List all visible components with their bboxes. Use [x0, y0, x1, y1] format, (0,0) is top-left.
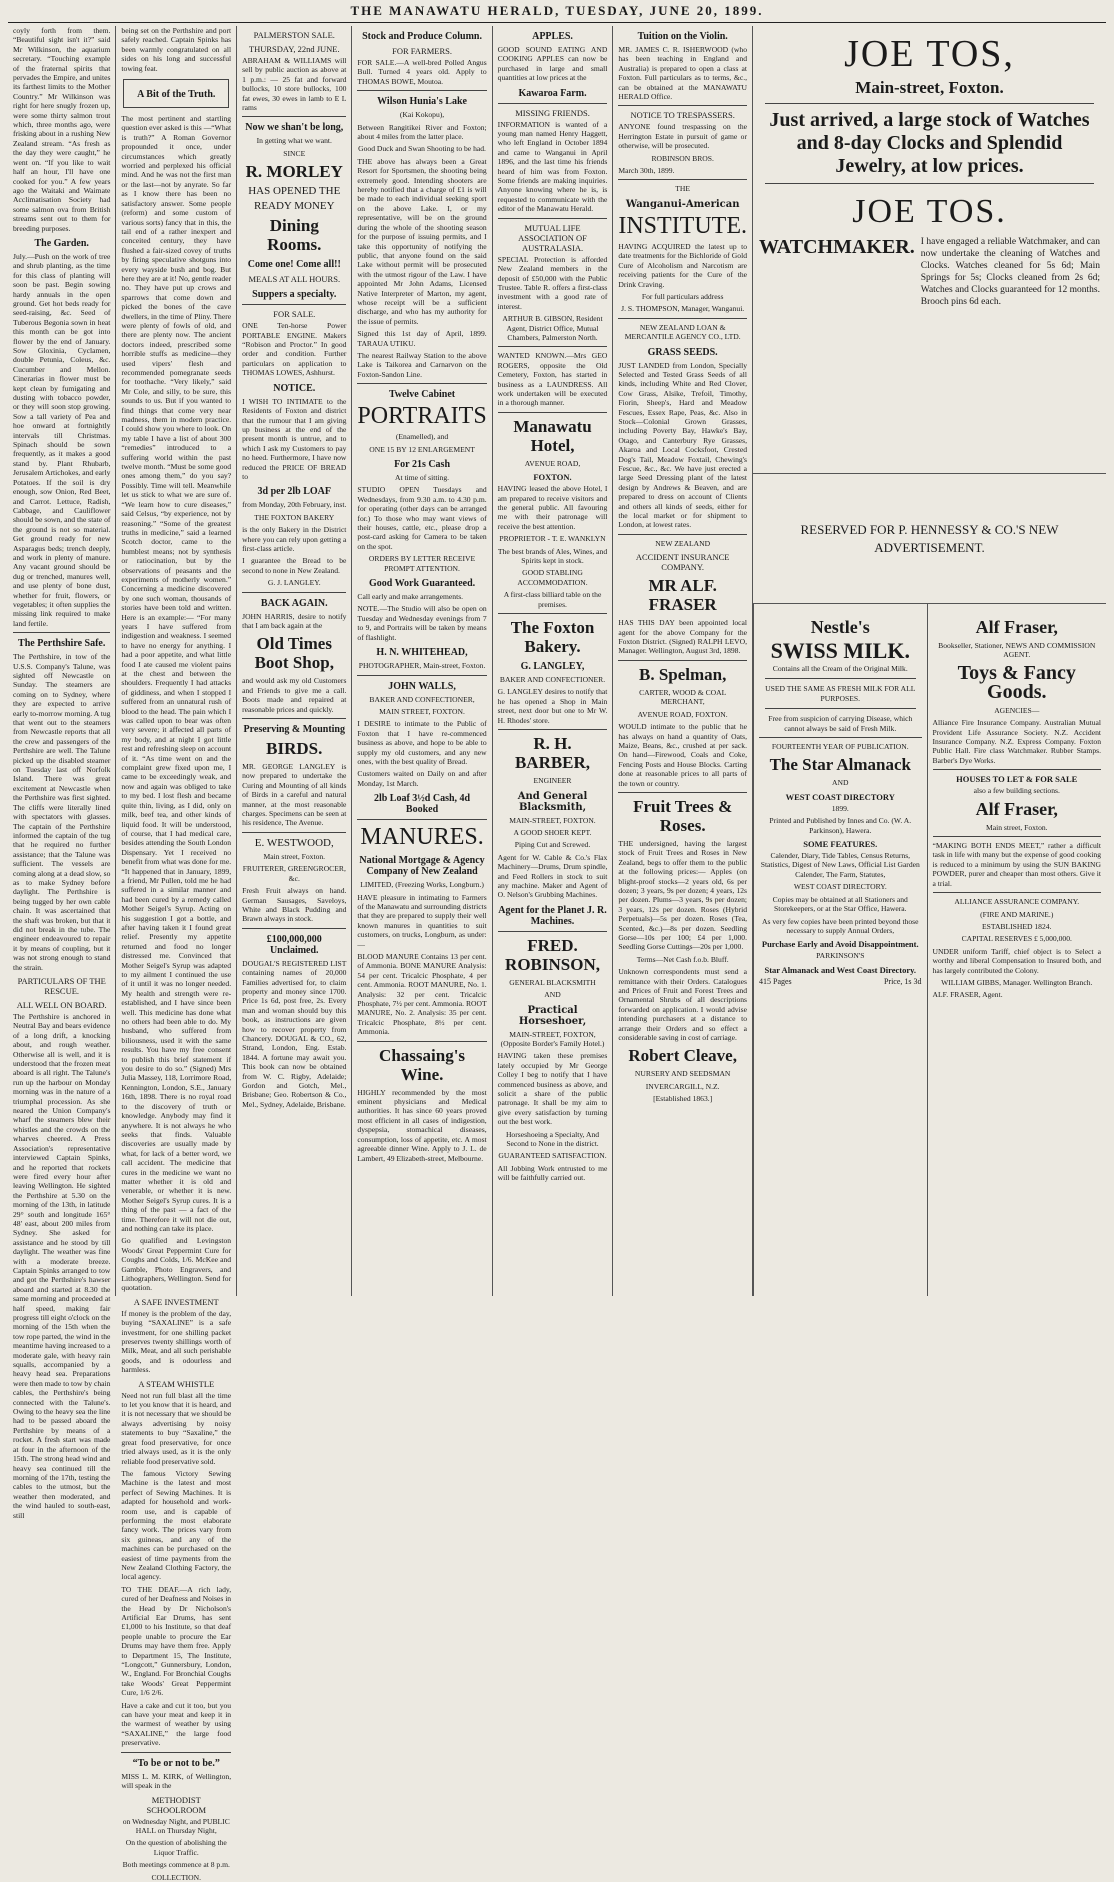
manures-analysis: BLOOD MANURE Contains 13 per cent. of Ammonia. BONE MANURE Analysis: 54 per cent. Tricalcic Phosphate, 4 per cent. Ammonia. ROOT MANURE, No. 1. Analysis: 32 per cent. Tricalcic Phosphate, 7½ per cent. Ammonia. ROOT MANURE, No. 2. Analysis: 35 per cent. Tricalcic Phosphate, 8½ per cent. Ammonia.	[357, 952, 487, 1037]
truth-box	[123, 79, 229, 108]
morley-name: R. MORLEY	[245, 162, 343, 182]
divider	[498, 346, 608, 347]
divider	[759, 737, 922, 738]
joe-tos-street: Main-street, Foxton.	[855, 78, 1004, 97]
studio-note: NOTE.—The Studio will also be open on Tuesday and Wednesday evenings from 7 to 9, and Portraits will be taken by means of flashlight.	[357, 604, 487, 642]
pages-count: 415 Pages	[759, 976, 792, 986]
bookseller-text: Bookseller, Stationer, NEWS AND COMMISSION AGENT.	[938, 641, 1096, 660]
preserving-heading: Preserving & Mounting	[243, 724, 345, 736]
divider	[498, 729, 608, 730]
peppermint-notice: Go qualified and Levingston Woods' Great Peppermint Cure for Coughs and Colds, 1/6. McKee and Gamble, Photo Engravers, and Lithographers, Wellington. Send for quotation.	[121, 1236, 232, 1293]
alf-fraser-heading-2: Alf Fraser,	[975, 798, 1058, 819]
watchmaker-heading: WATCHMAKER.	[759, 236, 915, 258]
unclaimed-heading: £100,000,000 Unclaimed.	[266, 933, 322, 956]
kirk-text: MISS L. M. KIRK, of Wellington, will speak in the	[121, 1771, 232, 1791]
back-again-text: JOHN HARRIS, desire to notify that I am back again at the	[242, 611, 347, 630]
horseshoeing-specialty: Horseshoeing a Specialty, And Second to None in the district.	[505, 1129, 600, 1149]
columns	[8, 26, 1106, 1882]
foxton-bakery: The Foxton Bakery.	[510, 618, 595, 657]
studio-text: STUDIO OPEN Tuesdays and Wednesdays, from 9.30 a.m. to 4.30 p.m. for operating (other days can be arranged for.) To those who may want views of their houses, cattle, etc., please drop a post-card asking for Camera to be taken on the spot.	[357, 485, 487, 551]
steam-whistle-text: Need not run full blast all the time to let you know that it is heard, and it is not necessary that we should be always advertising by noisy statements to buy “Saxaline,” the great food preservative, for once tried always used, as it is the only reliable food preservative sold.	[121, 1390, 232, 1466]
missing-text: INFORMATION is wanted of a young man named Henry Haggett, who left England in October 1894 and came to Wanganui in April 1896, and the last time his friends heard of him was from Foxton. Some friends are making inquiries. Anyone knowing where he is, is requested to communicate with the editor of the Manawatu Herald.	[497, 119, 608, 214]
hotel-proprietor: PROPRIETOR - T. E. WANKLYN	[499, 534, 606, 544]
alliance-established: ESTABLISHED 1824.	[982, 921, 1052, 931]
langley-signature: G. J. LANGLEY.	[267, 578, 321, 588]
jobbing-work: All Jobbing Work entrusted to me will be faithfully carried out.	[497, 1163, 608, 1183]
the-text: THE	[675, 184, 691, 194]
engine-text: ONE Ten-horse Power PORTABLE ENGINE. Makers “Robison and Proctor.” In good order and condition. Further particulars on application to THOMAS LOWES, Ashhurst.	[242, 321, 347, 378]
saxaline-notice: Have a cake and cut it too, but you can have your meat and keep it in the warmest of weather by using “SAXALINE,” the large food preservative.	[121, 1700, 232, 1748]
manures-heading: MANURES.	[360, 824, 484, 851]
apples-heading: APPLES.	[532, 31, 573, 42]
trespass-text: ANYONE found trespassing on the Herrington Estate in pursuit of game or otherwise, will be prosecuted.	[618, 122, 747, 151]
agencies-list: Alliance Fire Insurance Company. Australian Mutual Provident Life Assurance Society. N.Z. Accident Insurance Company. N.Z. Express Company. Foxton Public Hall. Fire class Watchmaker. Rubber Stamps. Barber's Dye Works.	[932, 718, 1101, 765]
fruit-terms: Terms—Net Cash f.o.b. Bluff.	[636, 954, 729, 964]
joe-tos-heading-2: JOE TOS.	[852, 193, 1007, 230]
divider	[121, 1752, 231, 1753]
trespass-date: March 30th, 1899.	[618, 166, 675, 176]
whitehead-name: H. N. WHITEHEAD,	[376, 647, 468, 659]
wilson-heading: Wilson Hunia's Lake	[377, 96, 467, 108]
rescue-heading: PARTICULARS OF THE RESCUE.	[17, 976, 106, 996]
spelman-address: AVENUE ROAD, FOXTON.	[637, 709, 728, 719]
birds-heading: BIRDS.	[266, 739, 323, 759]
piping: Piping Cut and Screwed.	[514, 840, 591, 850]
perthshire-article: The Perthshire, in tow of the U.S.S. Company's Talune, was sighted off Newcastle on Sunday. The steamers are coming on to Sydney, where they are expected to arrive early to-morrow morning. A tug that went out to the steamers from Newcastle reports that all the crew and passengers of the Perthshire are well. The Talune picked up the disabled steamer on Tuesday last off Norfolk Island. There was great excitement at Newcastle when the Perthshire was first sighted. The cliffs were literally lined with spectators with glasses. The captain of the Perthshire informed the captain of the tug that he required no further assistance; that the Talune was sufficient. The vessels are coming along at a dead slow, so as to make Sydney before daylight. The Perthshire is being tugged by her own cable chain. It was ascertained that the shaft was broken, but that it did not break in the tube. The engineer endeavoured to repair it by means of coupling, but it was not strong enough to stand the strain.	[13, 652, 111, 972]
photographer: PHOTOGRAPHER, Main-street, Foxton.	[358, 661, 486, 671]
divider	[618, 105, 747, 106]
nestle-free: Free from suspicion of carrying Disease, which cannot always be said of Fresh Milk.	[768, 714, 913, 733]
westwood-street: Main street, Foxton.	[263, 851, 326, 861]
chassaing-heading: Chassaing's Wine.	[379, 1045, 466, 1084]
column-6	[613, 26, 753, 1296]
houses-heading: HOUSES TO LET & FOR SALE	[956, 774, 1078, 785]
liquor-question: On the question of abolishing the Liquor Traffic.	[125, 1838, 227, 1857]
truth-heading: A Bit of the Truth.	[137, 89, 216, 101]
directory-heading: WEST COAST DIRECTORY.	[793, 882, 887, 892]
barber-street: MAIN-STREET, FOXTON.	[509, 815, 596, 825]
salmon-article: coyly forth from them. “Beautiful sight isn't it?” said Mr Wilkinson, the aquarium secretary. “Touching example of the fraternal spirits that pervades the Empire, and unites its farthest limits to the Mother Country.” Mr Wilkinson was right for here snugly frozen up, were some thirty salmon trout which, three months ago, were frisking about in a rushing New Zealand stream. “As fresh as the day they were caught,” he went on. “If you like to wait half an hour, I'll have one cooked for you.” A few years ago the Waitaki and Waimate Acclimatisation Society had some salmon ova from British streams sent out to them for breeding purposes.	[13, 26, 111, 233]
joe-tos-heading: JOE TOS,	[844, 33, 1015, 75]
westwood-name: E. WESTWOOD,	[254, 836, 334, 849]
and-text: AND	[544, 990, 561, 1000]
old-times-boot-shop: Old Times Boot Shop,	[254, 634, 334, 673]
masthead: THE MANAWATU HERALD, TUESDAY, JUNE 20, 1899.	[8, 0, 1106, 23]
and-text: AND	[832, 778, 849, 788]
divider	[242, 718, 346, 719]
methodist-schoolroom: METHODIST SCHOOLROOM	[146, 1794, 207, 1815]
column-1	[8, 26, 116, 1520]
thompson-signature: J. S. THOMPSON, Manager, Wanganui.	[621, 304, 745, 314]
divider	[242, 592, 346, 593]
features-heading: SOME FEATURES.	[803, 839, 878, 850]
price-row	[759, 977, 922, 986]
deaf-notice: TO THE DEAF.—A rich lady, cured of her Deafness and Noises in the Head by Dr Nicholson's Artificial Ear Drums, has sent £1,000 to his Institute, so that deaf people unable to procure the Ear Drums may have them free. Apply to Department 15, The Institute, “Longcott,” Gunnersbury, London, W., England. For Bronchial Coughs take Woods' Great Peppermint Cure, 1/6 2/6.	[121, 1584, 232, 1698]
fourteenth-year: FOURTEENTH YEAR OF PUBLICATION.	[771, 742, 909, 752]
star-almanack-heading: The Star Almanack	[769, 755, 911, 775]
divider	[242, 304, 346, 305]
divider	[765, 103, 1094, 104]
palmerston-sale-text: ABRAHAM & WILLIAMS will sell by public auction as above at 1 p.m.: — 25 fat and forward bullocks, 10 store bullocks, 100 fat ewes, 30 ewes in lamb to E L rams	[242, 56, 347, 113]
truth-article: The most pertinent and startling question ever asked is this —“What is truth?” A Roman Governor propounded it once, under circumstances which greatly worried and perplexed his official mind. And he was not the first man or the last—not by anyrate. So far as I know there has been no satisfactory answer. Some people (reform) and some custom of various sorts) fancy that in this, the tail end of a rather inexpert and conceited century, they have flushed a fair-sized covey of truths by firing speculative shotguns into every wayside bush and bog. But here they are at it! No, gentle reader no. They have put up crows and sparrows that come down and picked the bones of the cave dwellers, in the time of Pliny. There were plenty of fowls of old, and there are plenty now. The ancient doctors indeed, prescribed some horrible stuffs as medicine—they used vipers' flesh and recommended pomegranate seeds for toothache. “Very likely,” said Mr Cole, and silly, to be sure, this sounds to us. But if you wanted to find things that come very near madness, them in modern practice. I could show you where to look. On my table I have a list of about 300 “remedies” introduced to a suffering world within the past twelve month. “Must be some good ones among them,” do you say? Possibly. Time will tell. Meanwhile let us stick to what we are sure of. “We learn how to cure diseases,” said Celsus, “by experience, not by reasoning.” “Some of the greatest truths in medicine,” said a learned Scotch doctor, came to the humblest means; not by synthesis or ratiocination, but by the observations of peasants and the experiments of motherly women.” Concerning a medicine discovered by one such woman, thousands of stories have been told and written. Here is an example:— “For many years I have suffered from indigestion and weakness. I seemed to have no energy for anything. I had a poor appetite, and what little food I ate caused me violent pains at the chest and between the shoulders. Frequently I had attacks of giddiness, and when I stopped I suffered from an unnatural rush of blood to the head. The pain which I was called upon to bear was often very severe; it affected all parts of my body, and at night I got little rest and refreshing sleep on account of it. “As time went on and the complaint grew fixed upon me, I came to be exceedingly weak, and now and again was obliged to take to my bed. I lost flesh and became quite thin, living, as I did, only on milk, beef tea, and other kinds of liquid food. It will be understood, of course, that I had medical care, besides attending the South London Dispensary. Yet I received no benefit from what was done for me. “It happened that in January, 1899, a friend, Mr Pullen, told me he had suffered in a similar manner and had been cured by a remedy called Mother Seigel's Syrup. Acting on his suggestion I got a bottle, and after having taken it I found great relief. Presently my appetite returned and food no longer distressed me. Convinced that Mother Seigel's Syrup was adapted to my ailment I continued the use of it until it was no longer needed. My health and strength were re-established, and I have since been well. This medicine has done what no others had been able to do. My husband, who suffered from biliousness, used it with the same results. You have my free consent to publish this brief statement if you desire to do so.” (Signed) Mrs Julia Massey, 118, Lorrimore Road, Kennington, London, S.E., January 16th, 1898. There is no royal road to the discovery of truth or knowledge. Anybody may find it anywhere. It is not always he who seeks that finds. Valuable discoveries are usually made by what, for lack of a better word, we call accident. The medicine that cures in the medicine we want no matter whether it is old and venerable, or whether it is new. Mother Seigel's Syrup cures. It is a thing of the past — a fact of the time. Therefore it will not die out, and nothing can take its place.	[121, 114, 232, 1233]
hotel-foxton: FOXTON.	[533, 472, 572, 483]
reserved-box	[753, 474, 1106, 604]
just-arrived: Just arrived, a large stock of Watches and 8-day Clocks and Splendid Jewelry, at low prices.	[769, 109, 1090, 177]
missing-heading: MISSING FRIENDS.	[515, 107, 590, 118]
fruit-terms-text: Unknown correspondents must send a remittance with their Orders. Catalogues and Prices of Fruit and Forest Trees and Ornamental Shrubs of all descriptions forwarded on application. I would advise intending purchasers at a distance to arrange their Orders and so effect a considerable saving in cost of carriage.	[618, 967, 747, 1043]
divider	[357, 819, 486, 820]
barber-blacksmith: And General Blacksmith,	[517, 790, 588, 813]
cleave-established: [Established 1863.]	[653, 1094, 713, 1104]
cash-price: For 21s Cash	[394, 459, 451, 470]
divider	[618, 318, 747, 319]
purchase-early: Purchase Early and Avoid Disappointment.	[761, 939, 919, 950]
collection: COLLECTION.	[151, 1872, 202, 1882]
opened-text: HAS OPENED THE	[248, 185, 341, 198]
wilson-route: The nearest Railway Station to the above Lake is Taikorea and Carnarvon on the Foxton-Sandon Line.	[357, 350, 487, 379]
divider	[498, 613, 608, 614]
watchmaker-block	[759, 236, 1100, 311]
divider	[242, 832, 346, 833]
nestle-heading: Nestle's	[810, 617, 870, 637]
almanack-year: 1899.	[831, 803, 849, 813]
guarantee-text: I guarantee the Bread to be second to none in New Zealand.	[242, 556, 347, 575]
confectioner: BAKER AND CONFECTIONER.	[499, 675, 606, 685]
column-5	[493, 26, 614, 1296]
arrangements: Call early and make arrangements.	[357, 592, 464, 602]
nurseryman: NURSERY AND SEEDSMAN	[634, 1069, 731, 1079]
forsale-heading: FOR SALE.	[273, 309, 316, 320]
divider	[357, 1041, 486, 1042]
divider	[242, 116, 346, 117]
divider	[498, 412, 608, 413]
features-text: Calender, Diary, Tide Tables, Census Returns, Statistics, Digest of New Laws, Official List Garden Calender, The Farm, Statutes,	[760, 851, 920, 879]
apples-text: GOOD SOUND EATING AND COOKING APPLES can now be purchased in large and small quantities at low prices at the	[497, 45, 608, 83]
long-sub: In getting what we want.	[256, 136, 332, 146]
almanack-printed: Printed and Published by Innes and Co. (W. A. Parkinson), Hawera.	[769, 816, 912, 835]
safe-investment-heading: A SAFE INVESTMENT	[133, 1296, 219, 1307]
wanganui-american: Wanganui-American	[625, 198, 740, 210]
nestle-used: USED THE SAME AS FRESH MILK FOR ALL PURPOSES.	[765, 684, 916, 703]
general-blacksmith: GENERAL BLACKSMITH	[509, 977, 596, 987]
birds-text: MR. GEORGE LANGLEY is now prepared to undertake the Curing and Mounting of all kinds of Birds in a careful and natural manner, at the most reasonable charges. Specimens can be seen at his residence, The Avenue.	[242, 762, 347, 828]
alf-fraser-address: Main street, Foxton.	[985, 822, 1048, 832]
spelman-text: WOULD intimate to the public that he has always on hand a quantity of Oats, Maize, Beans, &c., crushed at per sack. On hand—Firewood, Coals and Coke, Fencing Posts and House Blocks. Carting done at reasonable prices to all parts of the town or country.	[618, 722, 747, 788]
divider	[933, 769, 1101, 770]
bakery-text: is the only Bakery in the District where you can rely upon getting a first-class article.	[242, 525, 347, 553]
right-section	[753, 26, 1106, 1296]
robinson-bros: ROBINSON BROS.	[651, 153, 714, 163]
divider	[618, 792, 747, 793]
barber-agent-text: Agent for W. Cable & Co.'s Flax Machinery—Drums, Drum spindle, and Feed Rollers in stock to suit any machine. Maker and Agent of O. Nelson's Grubbing Machines.	[497, 852, 608, 900]
tariff-text: UNDER uniform Tariff, chief object is to Select a worthy and liberal Compensation to Insured both, and has largely contributed the Colony.	[932, 946, 1101, 975]
divider	[618, 534, 747, 535]
manures-text: HAVE pleasure in intimating to Farmers of the Manawatu and surrounding districts that they are prepared to supply their well known manures in quantities to suit customers, on trucks, Longburn, as under:—	[357, 892, 487, 949]
robinson-text: HAVING taken these premises lately occupied by Mr George Colley I beg to notify that I have commenced business as above, and solicit a share of the public patronage. It shall be my aim to give every satisfaction by turning out the best work.	[497, 1051, 608, 1127]
sitting-time: At time of sitting.	[395, 473, 450, 482]
rescue-subheading: ALL WELL ON BOARD.	[16, 1000, 107, 1010]
practical-horseshoer: Practical Horseshoer,	[518, 1004, 587, 1027]
wilson-sub: (Kai Kokopu),	[399, 110, 445, 120]
robinson-address: MAIN-STREET, FOXTON, (Opposite Border's Family Hotel.)	[500, 1029, 605, 1048]
barber-name: R. H. BARBER,	[514, 734, 591, 773]
walls-name: JOHN WALLS,	[388, 680, 456, 692]
divider	[765, 708, 916, 709]
national-mortgage-heading: National Mortgage & Agency Company of New Zealand	[359, 855, 485, 878]
dining-rooms: Dining Rooms.	[267, 216, 322, 255]
almanack-price: Price, 1s 3d	[883, 976, 922, 986]
divider	[13, 632, 110, 633]
hotel-ales: The best brands of Ales, Wines, and Spirits kept in stock.	[497, 546, 608, 566]
divider	[498, 218, 608, 219]
walls-text: I DESIRE to intimate to the Public of Foxton that I have re-commenced business as above, and hope to be able to supply my old customers, and any new ones, with the best quality of Bread.	[357, 719, 487, 766]
early-text: As very few copies have been printed beyond those necessary to supply Annual Orders,	[762, 916, 919, 935]
divider	[933, 892, 1101, 893]
customers-text: Customers waited on Daily on and after Monday, 1st March.	[357, 769, 487, 788]
notice-heading: NOTICE.	[273, 382, 316, 394]
loaf-booked: 2lb Loaf 3½d Cash, 4d Booked	[373, 793, 471, 816]
safe-investment-text: If money is the problem of the day, buying “SAXALINE” is a safe investment, for one shilling packet preserves twenty shillings worth of Milk, Meat, and all such perishable goods, and is odourless and harmless.	[121, 1308, 232, 1375]
good-shoer: A GOOD SHOER KEPT.	[513, 827, 592, 837]
hotel-billiard: A first-class billiard table on the premises.	[503, 590, 602, 609]
fruiterer-text: FRUITERER, GREENGROCER, &c.	[242, 864, 346, 883]
divider	[242, 928, 346, 929]
nz-label: NEW ZEALAND	[655, 538, 711, 548]
mutual-heading: MUTUAL LIFE ASSOCIATION OF AUSTRALASIA.	[518, 222, 587, 253]
g-langley: G. LANGLEY,	[520, 661, 585, 673]
cabinet-heading: Twelve Cabinet	[388, 389, 456, 401]
joe-tos-advert	[753, 26, 1106, 474]
trespass-heading: NOTICE TO TRESPASSERS.	[630, 110, 735, 121]
manawatu-hotel: Manawatu Hotel,	[513, 416, 592, 455]
wilson-signed: Signed this 1st day of April, 1899. TARAUA UTIKU.	[357, 329, 487, 348]
divider	[933, 836, 1101, 837]
building-sections: also a few building sections.	[973, 786, 1060, 796]
gibson-signature: ARTHUR B. GIBSON, Resident Agent, District Office, Mutual Chambers, Palmerston North.	[502, 314, 603, 342]
guaranteed-satisfaction: GUARANTEED SATISFACTION.	[498, 1151, 607, 1161]
produce-heading: Stock and Produce Column.	[362, 31, 482, 42]
chassaing-text: HIGHLY recommended by the most eminent physicians and Medical authorities. It has since 60 years proved most efficient in all cases of indigestion, dyspepsia, stomachical diseases, consumption, loss of appetite, etc. A most agreeable dinner Wine. Apply to J. L. de Lambert, 49 Elizabeth-street, Melbourne.	[357, 1087, 487, 1163]
enlargement: ONE 15 BY 12 ENLARGEMENT	[369, 444, 475, 454]
wilson-text: THE above has always been a Great Resort for Sportsmen, the shooting being extremely good. Intending shooters are hereby notified that a charge of £1 is will be made to each individual seeking sport on the above Lake. I, or my representative, will be on the ground during the whole of the shooting season for the purpose of issuing permits, and I take this opportunity of notifying the public, that anyone found on the said Lake without permit will be prosecuted with the utmost rigour of the Law. I have appointed Mr John Adams, Licensed Native Interpreter of Marton, my agent, whose receipt will be a sufficient discharge, and who has my authority for the issue of permits.	[357, 156, 487, 326]
divider	[357, 90, 486, 91]
institute-text: HAVING ACQUIRED the latest up to date treatments for the Bichloride of Gold Cure of Alcoholism and Narcotism are receiving patients for the Cure of the Drink Craving.	[618, 241, 747, 289]
alliance-capital: CAPITAL RESERVES £ 5,000,000.	[961, 934, 1072, 944]
limited: LIMITED, (Freezing Works, Longburn.)	[360, 880, 484, 890]
sewing-machine-notice: The famous Victory Sewing Machine is the latest and most perfect of Sewing Machines. It is adapted for household and work-room use, and is capable of performing the most elaborate fancy work. The prices vary from six guineas, and any of the machines can be purchased on the easiest of time payments from the New Zealand Clothing Factory, the local agency.	[121, 1468, 232, 1582]
meeting-dates: on Wednesday Night, and PUBLIC HALL on Thursday Night,	[122, 1816, 230, 1835]
perthshire-heading: The Perthshire Safe.	[18, 638, 106, 650]
reserved-text: RESERVED FOR P. HENNESSY & CO.'S NEW ADVERTISEMENT.	[800, 521, 1059, 555]
column-3	[237, 26, 352, 1296]
grass-seeds-text: JUST LANDED from London, Specially Selected and Tested Grass Seeds of all kinds, including White and Red Clover, Cow Grass, Alsike, Trefoil, Timothy, Fiorin, Sheep's, Hard and Meadow Fescues, Essex Rape, Peas, &c. Also in Stock—Colonial Grown Grasses, including Poverty Bay, Hawke's Bay, Otago, and Canterbury Rye Grasses, Akaroa and Local Cocksfoot, Crested Dog's Tail, Meadow Foxtail, Chewing's Fescue, &c., &c. We have just erected a large Seed Dressing plant of the latest design by Andrews & Beaven, and are prepared to dress on account of Clients and others all kinds of seeds, either for the local market or for shipment to London, at lowest rates.	[618, 360, 747, 530]
column-9	[928, 604, 1106, 1296]
divider	[618, 660, 747, 661]
fish-text: Fresh Fruit always on hand. German Sausages, Saveloys, White and Black Pudding and Brawn always in stock.	[242, 886, 347, 924]
divider	[765, 183, 1094, 184]
divider	[357, 383, 486, 384]
rescue-article: The Perthshire is anchored in Neutral Bay and bears evidence of a long drift, a knocking about, and rough weather. Otherwise all is well, and it is understood that the frozen meat aboard is all right. The Talune's run up the harbour on Monday morning was in the nature of a triumphal procession. As she neared the Union Company's wharf the steamers blew their whistles and the crowds on the wharves cheered. A Press Association's representative interviewed Captain Spinks, and he reported that rockets were fired every hour after leaving Wellington. He sighted the Perthshire at 5.30 on the morning of the 13th, in latitude 29° south and longitude 165° 48' east, about 200 miles from Sydney. She asked for assistance and he stood by till daylight. The weather was fine with a moderate breeze. Captain Spinks arranged to tow and got the Perthshire's hawser aboard and started at 8.30 the same morning and proceeded at half speed, making fair progress till eight o'clock on the morning of the 15th when the tow rope parted, the wind in the meantime having increased to a moderate gale, with heavy rain squalls, accompanied by a heavy head sea. Preparations were then made to tow by chain cables, the Perthshire's being connected with the Talune's. Owing to the heavy sea the line had to be passed aboard the Perthshire by means of a rocket. A fresh start was made at four in the afternoon of the 15th. The strong head wind and heavy sea continued till the morning of the 17th, testing the cables to the utmost, but the weather then moderated, and the wind hauled to south-east, still	[13, 1012, 111, 1520]
perthshire-continued: being set on the Perthshire and port safely reached. Captain Spinks has been warmly congratulated on all sides on his long and successful towing feat.	[121, 26, 232, 73]
ready-money: READY MONEY	[253, 200, 335, 213]
parkinson-label: PARKINSON'S	[816, 951, 865, 961]
violin-text: MR. JAMES C. R. ISHERWOOD (who has been teaching in England and Australia) is prepared to open a class at Foxton. Full particulars as to terms, &c., can be obtained at the MANAWATU HERALD Office.	[618, 45, 747, 102]
mutual-text: SPECIAL Protection is afforded New Zealand members in the deposit of £50,000 with the Public Trustee. Table R. offers a first-class investment with a good rate of interest.	[497, 254, 608, 311]
enamelled: (Enamelled), and	[395, 432, 449, 442]
tobe-heading: “To be or not to be.”	[132, 1757, 220, 1769]
divider	[498, 103, 608, 104]
fire-marine: (FIRE AND MARINE.)	[980, 909, 1054, 919]
suppers-text: Suppers a specialty.	[252, 289, 337, 301]
agencies-heading: AGENCIES—	[994, 705, 1040, 715]
boot-shop-text: and would ask my old Customers and Friends to give me a call. Boots made and repaired at reasonable prices and quickly.	[242, 676, 347, 714]
column-4	[352, 26, 492, 1296]
come-one: Come one! Come all!!	[247, 259, 341, 271]
fruit-trees-heading: Fruit Trees & Roses.	[633, 796, 733, 835]
robinson-name: FRED. ROBINSON,	[505, 935, 600, 974]
nestle-contains: Contains all the Cream of the Original Milk.	[772, 664, 908, 673]
divider	[618, 179, 747, 180]
column-2	[116, 26, 237, 1882]
laundress-text: WANTED KNOWN.—Mrs GEO ROGERS, opposite the Old Cemetery, Foxton, has started in business as a LAUNDRESS. All work undertaken will be executed in a thorough manner.	[497, 351, 608, 408]
gibbs-signature: WILLIAM GIBBS, Manager. Wellington Branch.	[941, 977, 1093, 987]
meals-text: MEALS AT ALL HOURS.	[248, 274, 341, 285]
alf-fraser-heading: Alf Fraser,	[975, 617, 1058, 637]
west-coast-directory: WEST COAST DIRECTORY	[785, 791, 895, 802]
bakery-notice-text: I WISH TO INTIMATE to the Residents of Foxton and district that the rumour that I am giving up business at the end of the present month is untrue, and to which I ask my Customers to pay no heed. Furthermore, I have now reduced the PRICE OF BREAD to	[242, 396, 347, 481]
toys-heading: Toys & Fancy Goods.	[957, 661, 1076, 703]
institute-heading: INSTITUTE.	[618, 212, 747, 239]
spelman-trade: CARTER, WOOD & COAL MERCHANT,	[639, 687, 727, 707]
fraser-heading: MR ALF. FRASER	[648, 576, 717, 615]
watchmaker-text: I have engaged a reliable Watchmaker, and can now undertake the cleaning of Watches and Clocks. Watches cleaned for 5s 6d; Main Springs for 5s; Clocks cleaned from 2s 6d; Watches and Clocks guaranteed for 12 months. Brooch pins 6d each.	[920, 237, 1100, 307]
bull-text: FOR SALE.—A well-bred Polled Angus Bull. Turned 4 years old. Apply to THOMAS BOWE, Moutoa.	[357, 58, 487, 86]
loaf-from: from Monday, 20th February, inst.	[242, 500, 347, 510]
fraser-text: HAS THIS DAY been appointed local agent for the above Company for the Foxton District. (Signed) RALPH LEVO, Manager. Wellington, August 3rd, 1898.	[618, 618, 747, 656]
long-heading: Now we shan't be long,	[245, 122, 344, 134]
duck-shooting: Good Duck and Swan Shooting to be had.	[358, 144, 486, 154]
walls-street: MAIN STREET, FOXTON.	[379, 706, 465, 716]
grass-seeds-heading: GRASS SEEDS.	[647, 346, 718, 358]
garden-article: July.—Push on the work of tree and shrub planting, as the time for this class of planting will soon be past. Begin sowing hardy annuals in the open ground. Get hot beds ready for seed-raising, &c. Seed of Tuberous Begonia sown in heat this month can be got into flower by the end of January. Sow Gloxinia, Cyclamen, double Petunia, Coleus, &c. Cucumber and Mellon. Cinerarias in flower must be kept clean by fumigating and dusting with tobacco powder, or they will soon stop growing. Sow a tall variety of Pea and hoe onward at fortnightly intervals till Christmas. Spinach should be sown frequently, as it makes a good stand by. Plant Rhubarb, Jerusalem Artichokes, and early Potatoes. If the soil is dry enough, sow Onion, Red Beet, and Carrot. Lettuce, Radish, Cabbage, and Cauliflower should be sown, and the state of the ground is not so material. Get ground ready for new Asparagus beds; trench deeply, and work in plenty of manure. Any vacant ground should be dug or trenched, manures well, and use plenty of bone dust, whether for fruit, flowers, or vegetables; it often supplies the missing link required to make land fertile.	[13, 251, 111, 628]
divider	[357, 675, 486, 676]
unclaimed-text: DOUGAL'S REGISTERED LIST containing names of 20,000 Families advertised for, to claim property and money since 1700. Price 1s 6d, post free, 2s. Every man and woman should buy this book, as instructions are given how to recover property from Chancery. DOUGAL & CO., 62, Strand, London, Eng. Estab. 1844. A fortune may await you. This book can now be obtained from W. C. Rigby, Adelaide; Gordon and Gotch, Mel., Brisbane; Geo. Robertson & Co., Mel., Sydney, Adelaide, Brisbane.	[242, 958, 347, 1109]
institute-particulars: For full particulars address	[641, 291, 724, 301]
barber-engineer: ENGINEER	[533, 776, 572, 786]
star-almanack-title: Star Almanack and West Coast Directory.	[764, 964, 917, 975]
bakery-name: THE FOXTON BAKERY	[254, 512, 335, 522]
palmerston-sale-date: THURSDAY, 22nd JUNE.	[248, 44, 340, 54]
wilson-location: Between Rangitikei River and Foxton; about 4 miles from the latter place.	[357, 122, 487, 142]
hotel-text: HAVING leased the above Hotel, I am prepared to receive visitors and the general public. All favouring me with their patronage will receive the best attention.	[497, 484, 608, 531]
hotel-avenue: AVENUE ROAD,	[524, 458, 581, 468]
column-8	[753, 604, 928, 1296]
kawaroa-farm: Kawaroa Farm.	[518, 87, 587, 99]
sun-baking-text: “MAKING BOTH ENDS MEET,” rather a difficult task in life with many but the expense of good cooking is reduced to a minimum by using the SUN BAKING POWDER, purer and cheaper than most others. Give it a trial.	[932, 841, 1101, 888]
steam-whistle-heading: A STEAM WHISTLE	[138, 1378, 215, 1389]
planet-heading: Agent for the Planet J. R. Machines.	[498, 904, 607, 927]
loaf-price: 3d per 2lb LOAF	[257, 486, 331, 498]
alf-fraser-agent: ALF. FRASER, Agent.	[932, 990, 1003, 1000]
letter-orders: ORDERS BY LETTER RECEIVE PROMPT ATTENTION.	[368, 554, 476, 573]
meeting-time: Both meetings commence at 8 p.m.	[122, 1860, 230, 1870]
langley-text: G. LANGLEY desires to notify that he has opened a Shop in Main street, next door but one to Mr W. H. Rhodes' store.	[497, 687, 608, 725]
garden-heading: The Garden.	[34, 237, 89, 249]
divider	[765, 678, 916, 679]
alliance-heading: ALLIANCE ASSURANCE COMPANY.	[954, 897, 1080, 907]
walls-trade: BAKER AND CONFECTIONER,	[369, 694, 475, 704]
violin-heading: Tuition on the Violin.	[637, 31, 728, 42]
divider	[498, 931, 608, 932]
since: SINCE	[283, 148, 306, 158]
nz-loan-heading: NEW ZEALAND LOAN & MERCANTILE AGENCY CO., LTD.	[624, 322, 741, 342]
spelman-name: B. Spelman,	[638, 664, 727, 684]
farmers-heading: FOR FARMERS.	[392, 46, 452, 56]
invercargill: INVERCARGILL, N.Z.	[645, 1081, 720, 1091]
cleave-name: Robert Cleave,	[628, 1046, 737, 1066]
accident-insurance: ACCIDENT INSURANCE COMPANY.	[635, 552, 730, 573]
good-work-heading: Good Work Guaranteed.	[368, 578, 476, 590]
copies-text: Copies may be obtained at all Stationers and Storekeepers, or at the Star Office, Hawera.	[772, 894, 908, 914]
swiss-milk-heading: SWISS MILK.	[770, 638, 910, 663]
back-again-heading: BACK AGAIN.	[260, 597, 328, 609]
portraits-heading: PORTRAITS	[357, 403, 487, 430]
fruit-trees-text: THE undersigned, having the largest stock of Fruit Trees and Roses in New Zealand, begs to offer them to the public at the following prices:— Apples (on blight-proof stocks—2 years old, 6s per dozen; 3 years, 9s per dozen; 4 years, 12s per dozen. Plums—3 years, 9s per dozen; 3 years, 12s per dozen. Roses (Hybrid Perpetuals)—5s per dozen. Roses (Tea, Scented, &c.)—8s per dozen. Seedling Gorse—10s per 100; £4 per 1,000. Seedling Gorse Cuttings—20s per 1,000.	[618, 838, 747, 952]
palmerston-sale-heading: PALMERSTON SALE.	[253, 30, 335, 40]
right-columns	[753, 604, 1106, 1296]
hotel-stabling: GOOD STABLING ACCOMMODATION.	[517, 568, 588, 587]
